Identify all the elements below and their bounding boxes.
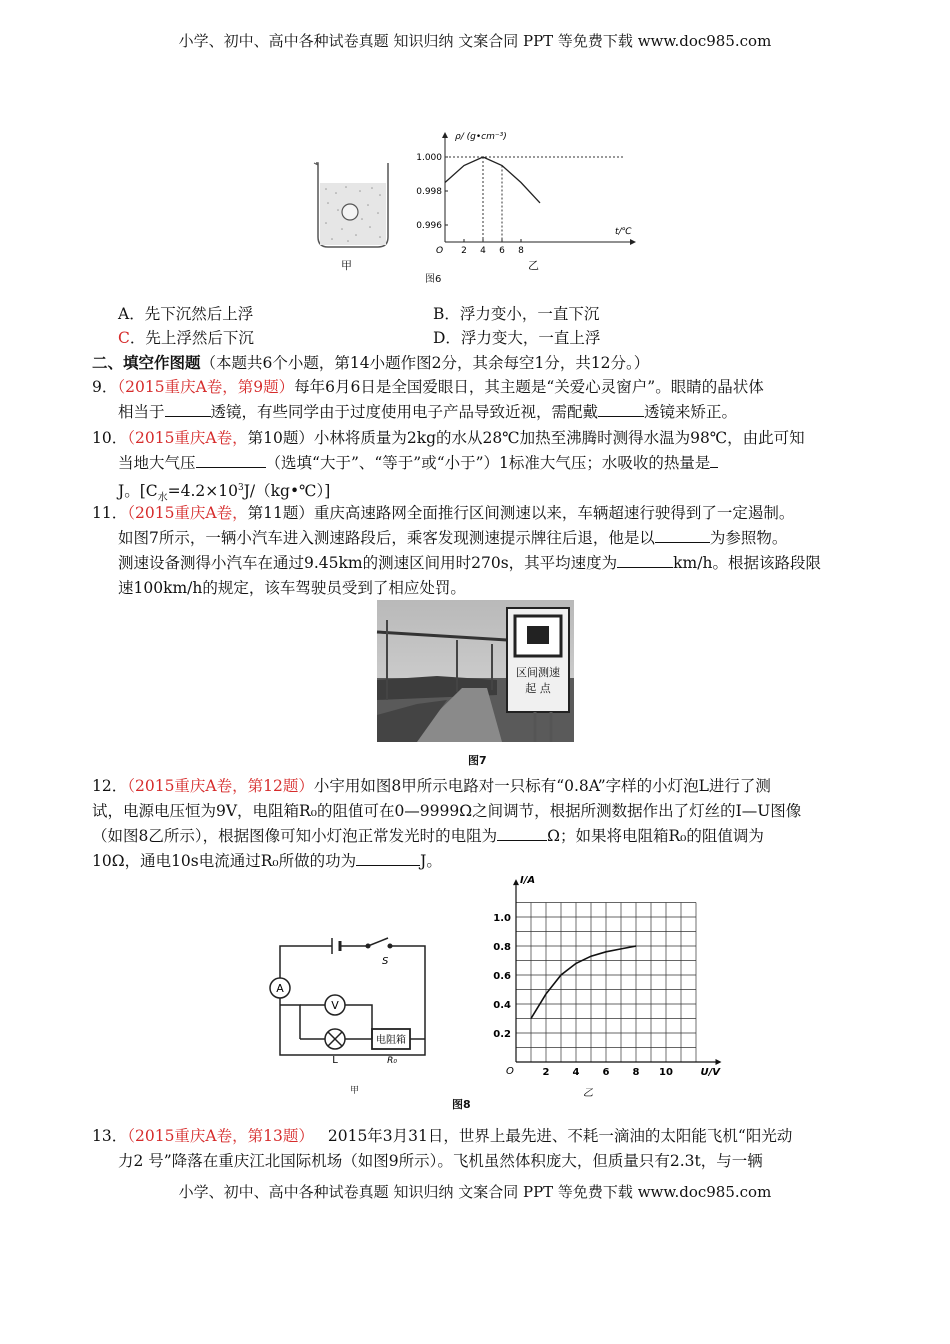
section2-note: （本题共6个小题，第14小题作图2分，其余每空1分，共12分。） — [200, 354, 650, 372]
fig6-label-yi: 乙 — [528, 259, 539, 272]
fig8-y-tick-label: 0.8 — [493, 942, 511, 953]
q12-blank-2[interactable] — [356, 851, 420, 866]
fig6-label-jia: 甲 — [341, 259, 352, 272]
q12-line1 — [92, 774, 771, 798]
q12-text3a: （如图8乙所示），根据图像可知小灯泡正常发光时的电阻为 — [92, 827, 498, 845]
q11-text2b: 为参照物。 — [709, 529, 788, 547]
q10-text2b: （选填“大于”、“等于”或“小于”）1标准大气压；水吸收的热量是 — [265, 454, 711, 472]
fig6-x-label: t/℃ — [615, 227, 632, 237]
fig6-x-tick-label: 8 — [518, 246, 524, 256]
fig6-y-tick-label: 0.998 — [416, 187, 442, 197]
q11-text1: 重庆高速路网全面推行区间测速以来，车辆超速行驶得到了一定遏制。 — [313, 504, 795, 522]
option-c-letter: C — [118, 329, 130, 347]
q11-blank-1[interactable] — [655, 528, 710, 543]
fig8-x-tick-label: 4 — [572, 1067, 580, 1078]
fig8-circuit — [270, 930, 440, 1080]
fig7-sign-line1: 区间测速 — [516, 666, 560, 679]
q9-blank-1[interactable] — [165, 402, 211, 417]
q12-line2: 试，电源电压恒为9V，电阻箱R₀的阻值可在0—9999Ω之间调节，根据所测数据作出了灯丝的I—U图像 — [92, 802, 802, 820]
fig8-x-tick-label: 8 — [632, 1067, 640, 1078]
option-c-text: ．先上浮然后下沉 — [129, 329, 254, 347]
fig6-y-label: ρ/ (g•cm⁻³) — [455, 132, 507, 142]
q10-text1: 小林将质量为2kg的水从28℃加热至沸腾时测得水温为98℃，由此可知 — [313, 429, 805, 447]
option-b: B．浮力变小，一直下沉 — [433, 305, 600, 323]
fig6-y-tick-label: 0.996 — [416, 221, 442, 231]
q9-text2a: 相当于 — [118, 403, 165, 421]
fig8-voltmeter-label: V — [331, 999, 339, 1012]
fig8-y-label: I/A — [520, 875, 536, 887]
fig8-y-tick-label: 0.4 — [493, 1000, 511, 1011]
fig8-r0-label: R₀ — [387, 1056, 397, 1066]
page-footer: 小学、初中、高中各种试卷真题 知识归纳 文案合同 PPT 等免费下载 www.doc985.com — [178, 1183, 772, 1201]
page-header: 小学、初中、高中各种试卷真题 知识归纳 文案合同 PPT 等免费下载 www.doc985.com — [178, 32, 772, 50]
q11-line2 — [118, 526, 787, 550]
q9-line2 — [118, 400, 737, 424]
q10-line1 — [92, 426, 805, 450]
fig6-origin: O — [436, 246, 444, 256]
fig8-y-arrow — [513, 879, 519, 885]
q9-text2b: 透镜，有些同学由于过度使用电子产品导致近视，需配戴 — [210, 403, 599, 421]
q10-sub: 水 — [157, 492, 168, 504]
fig8-caption: 图8 — [452, 1098, 471, 1111]
fig8-x-tick-label: 2 — [542, 1067, 550, 1078]
fig6-caption: 图6 — [425, 274, 442, 285]
fig8-lamp-label: L — [332, 1055, 338, 1066]
q9-text2c: 透镜来矫正。 — [644, 403, 738, 421]
q13-line1 — [92, 1124, 792, 1148]
fig8-y-tick-label: 0.2 — [493, 1029, 511, 1040]
q10-blank-1[interactable] — [196, 453, 266, 468]
q11-line1 — [92, 501, 794, 525]
fig6-chart — [405, 130, 645, 265]
q12-line4 — [92, 849, 442, 873]
q10-num: 10． — [92, 429, 128, 447]
section2-heading — [92, 351, 649, 375]
fig8-iu-curve — [531, 946, 636, 1019]
q13-source-a: （2015重庆A卷， — [127, 1127, 248, 1145]
fig6-x-arrow — [630, 239, 636, 245]
q13-source-b: 第13题） — [247, 1127, 314, 1145]
fig8-x-tick-label: 10 — [659, 1067, 673, 1078]
fig8-x-label: U/V — [700, 1067, 721, 1078]
fig8-chart — [478, 872, 721, 1099]
q12-text4a: 10Ω，通电10s电流通过R₀所做的功为 — [92, 852, 357, 870]
q10-text3b: =4.2×10 — [167, 482, 238, 501]
q10-line2 — [118, 451, 718, 475]
q10-sup: 3 — [237, 483, 244, 493]
q13-num: 13． — [92, 1127, 128, 1145]
q10-text2a: 当地大气压 — [118, 454, 196, 472]
option-d: D．浮力变大，一直上浮 — [433, 329, 601, 347]
q11-num: 11． — [92, 504, 128, 522]
q9-text1: 每年6月6日是全国爱眼日，其主题是“关爱心灵窗户”。眼睛的晶状体 — [294, 378, 764, 396]
q9-blank-2[interactable] — [598, 402, 644, 417]
fig8-y-tick-label: 1.0 — [493, 913, 511, 924]
fig6-y-tick-label: 1.000 — [416, 153, 442, 163]
q13-text1: 2015年3月31日，世界上最先进、不耗一滴油的太阳能飞机“阳光动 — [327, 1127, 793, 1145]
q11-source: （2015重庆A卷， — [127, 504, 248, 522]
fig7-sign-line2: 起 点 — [525, 682, 551, 695]
option-c — [118, 326, 254, 350]
q11-text3b: km/h。根据该路段限 — [673, 554, 821, 572]
fig6-beaker — [312, 155, 392, 265]
q12-blank-1[interactable] — [497, 826, 547, 841]
q12-source: （2015重庆A卷，第12题） — [127, 777, 314, 795]
option-a: A．先下沉然后上浮 — [118, 305, 254, 323]
section2-title: 二、填空作图题 — [92, 353, 201, 372]
q12-text4b: J。 — [420, 852, 442, 870]
q9-line1 — [92, 375, 764, 399]
fig8-box-label: 电阻箱 — [376, 1035, 406, 1046]
fig8-ammeter-label: A — [276, 982, 284, 995]
q11-text2a: 如图7所示，一辆小汽车进入测速路段后，乘客发现测速提示牌往后退，他是以 — [118, 529, 655, 547]
q9-source: （2015重庆A卷，第9题） — [117, 378, 295, 396]
fig6-x-tick-label: 6 — [499, 246, 505, 256]
q11-line4: 速100km/h的规定，该车驾驶员受到了相应处罚。 — [118, 579, 466, 597]
fig8-origin: O — [506, 1066, 514, 1077]
q11-blank-2[interactable] — [617, 553, 673, 568]
q10-source: （2015重庆A卷， — [127, 429, 248, 447]
q10-text3c: J/（kg•℃）] — [243, 482, 331, 501]
q10-source2: 第10题） — [247, 429, 314, 447]
fig6-density-curve — [445, 157, 540, 203]
q9-num: 9． — [92, 378, 118, 396]
fig6-x-tick-label: 4 — [480, 246, 486, 256]
fig8-label-jia: 甲 — [350, 1086, 360, 1096]
q10-blank-2[interactable] — [710, 453, 718, 468]
q13-line2: 力2 号”降落在重庆江北国际机场（如图9所示）。飞机虽然体积庞大，但质量只有2.3t，与一辆 — [118, 1152, 763, 1170]
q11-text3a: 测速设备测得小汽车在通过9.45km的测速区间用时270s，其平均速度为 — [118, 554, 618, 572]
fig8-y-tick-label: 0.6 — [493, 971, 511, 982]
fig6-x-tick-label: 2 — [461, 246, 467, 256]
q12-num: 12． — [92, 777, 128, 795]
fig7-photo — [377, 600, 574, 742]
fig7-caption: 图7 — [468, 754, 487, 767]
q12-text1: 小宇用如图8甲所示电路对一只标有“0.8A”字样的小灯泡L进行了测 — [313, 777, 771, 795]
q12-line3 — [92, 824, 764, 848]
fig6-y-arrow — [442, 132, 448, 138]
fig8-x-arrow — [716, 1059, 722, 1065]
q10-text3: J。[C — [118, 482, 158, 501]
q12-text3b: Ω；如果将电阻箱R₀的阻值调为 — [547, 827, 764, 845]
q11-source2: 第11题） — [247, 504, 314, 522]
fig8-switch-label: S — [382, 956, 389, 967]
q11-line3 — [118, 551, 821, 575]
fig8-x-tick-label: 6 — [602, 1067, 610, 1078]
fig8-label-yi: 乙 — [583, 1088, 593, 1099]
